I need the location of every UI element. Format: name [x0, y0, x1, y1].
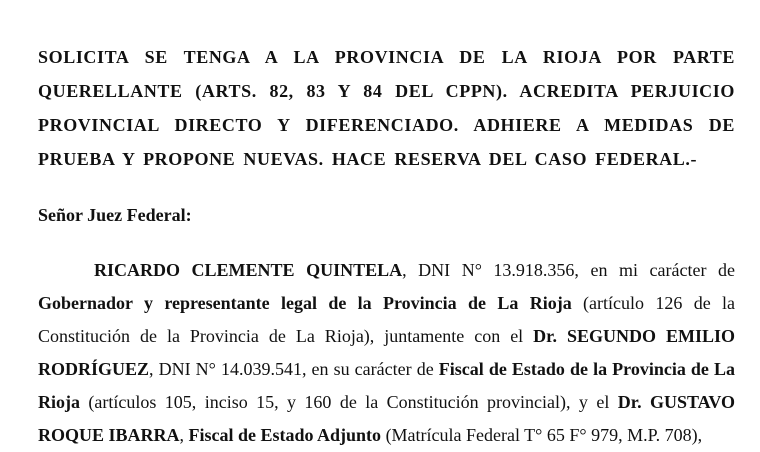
governor-name: RICARDO CLEMENTE QUINTELA — [94, 260, 403, 280]
document-heading: SOLICITA SE TENGA A LA PROVINCIA DE LA RIOJA POR PARTE QUERELLANTE (ARTS. 82, 83 Y 84 DEL CPPN). ACREDITA PERJUICIO PROVINCIAL DIRECTO Y DIFERENCIADO. ADHIERE A MEDIDAS DE PRUEBA Y PROPONE NUEVAS. HACE RESERVA DEL CASO FEDERAL.- — [38, 47, 735, 169]
fiscal-name: Dr. SEGUNDO EMILIO RODRÍGUEZ — [38, 326, 735, 379]
paragraph-text-6: (Matrícula Federal T° 65 F° 979, M.P. 708), — [381, 425, 703, 445]
paragraph-text-3: , DNI N° 14.039.541, en su carácter de — [149, 359, 439, 379]
salutation: Señor Juez Federal: — [38, 205, 192, 225]
governor-role: Gobernador y representante legal de la Provincia de La Rioja — [38, 293, 572, 313]
paragraph-text-1: , DNI N° 13.918.356, en mi carácter de — [402, 260, 735, 280]
body-paragraph — [38, 254, 735, 452]
paragraph-text-5: , — [179, 425, 189, 445]
adjunct-role: Fiscal de Estado Adjunto — [188, 425, 382, 445]
paragraph-text-4: (artículos 105, inciso 15, y 160 de la Constitución provincial), y el — [80, 392, 618, 412]
adjunct-name: Dr. GUSTAVO ROQUE IBARRA — [38, 392, 735, 445]
paragraph-text-2: (artículo 126 de la Constitución de la Provincia de La Rioja), juntamente con el — [38, 293, 736, 346]
fiscal-role: Fiscal de Estado de la Provincia de La Rioja — [38, 359, 735, 412]
document-page — [38, 40, 735, 452]
